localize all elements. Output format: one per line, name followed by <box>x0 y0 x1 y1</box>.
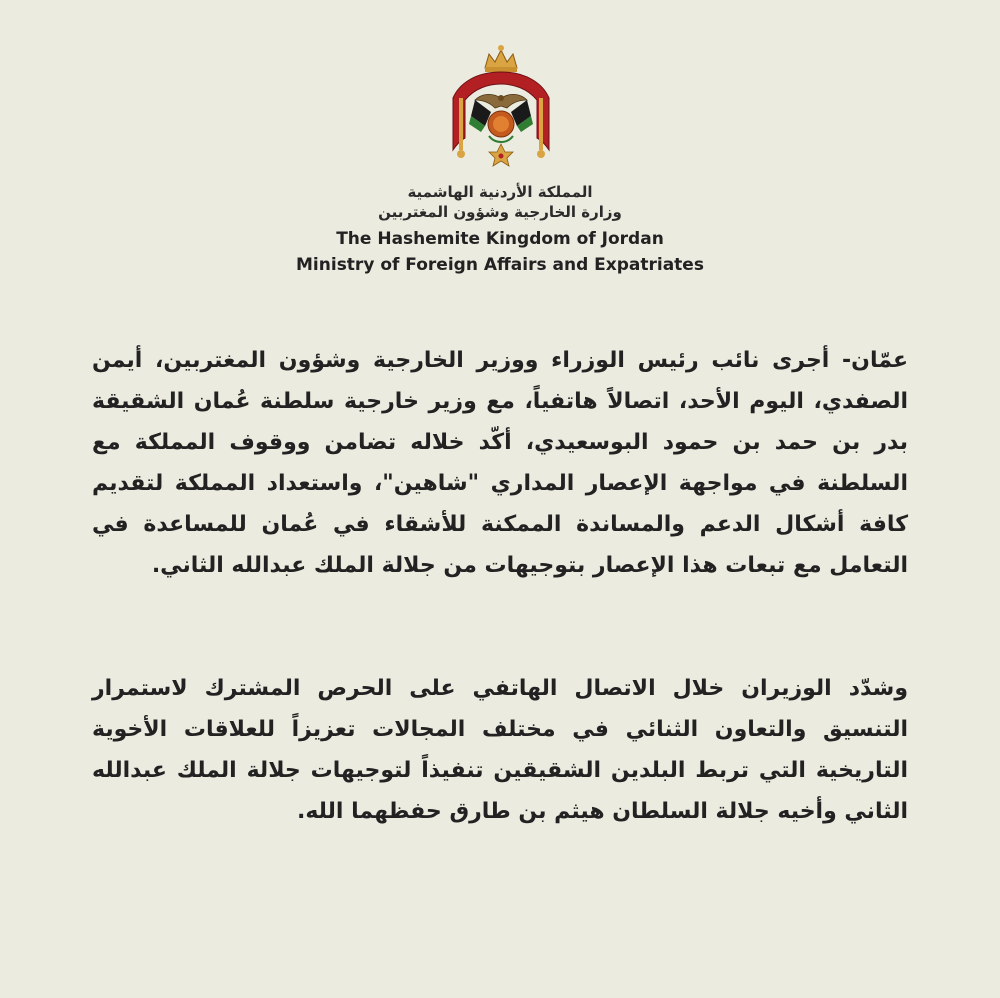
order-star-icon <box>489 144 513 166</box>
letterhead <box>0 182 1000 278</box>
ministry-name-english: Ministry of Foreign Affairs and Expatriates <box>296 255 704 275</box>
kingdom-name-arabic: المملكة الأردنية الهاشمية <box>407 183 593 201</box>
ministry-name-arabic: وزارة الخارجية وشؤون المغتربين <box>378 203 622 221</box>
globe-shield-icon <box>488 111 514 142</box>
crown-icon <box>485 45 517 72</box>
press-paragraph-1: عمّان- أجرى نائب رئيس الوزراء ووزير الخارجية وشؤون المغتربين، أيمن الصفدي، اليوم الأحد، اتصالاً هاتفياً، مع وزير خارجية سلطنة عُمان الشقيقة بدر بن حمد بن حمود البوسعيدي، أكّد خلاله تضامن ووقوف المملكة مع السلطنة في مواجهة الإعصار المداري "شاهين"، واستعداد المملكة لتقديم كافة أشكال الدعم والمساندة الممكنة للأشقاء في عُمان للمساعدة في التعامل مع تبعات هذا الإعصار بتوجيهات من جلالة الملك عبدالله الثاني. <box>92 348 908 578</box>
press-paragraph-2: وشدّد الوزيران خلال الاتصال الهاتفي على الحرص المشترك لاستمرار التنسيق والتعاون الثنائي في مختلف المجالات تعزيزاً للعلاقات الأخوية التاريخية التي تربط البلدين الشقيقين تنفيذاً لتوجيهات جلالة الملك عبدالله الثاني وأخيه جلالة السلطان هيثم بن طارق حفظهما الله. <box>92 676 908 824</box>
coat-of-arms-emblem <box>445 40 557 180</box>
kingdom-name-english: The Hashemite Kingdom of Jordan <box>336 229 664 249</box>
